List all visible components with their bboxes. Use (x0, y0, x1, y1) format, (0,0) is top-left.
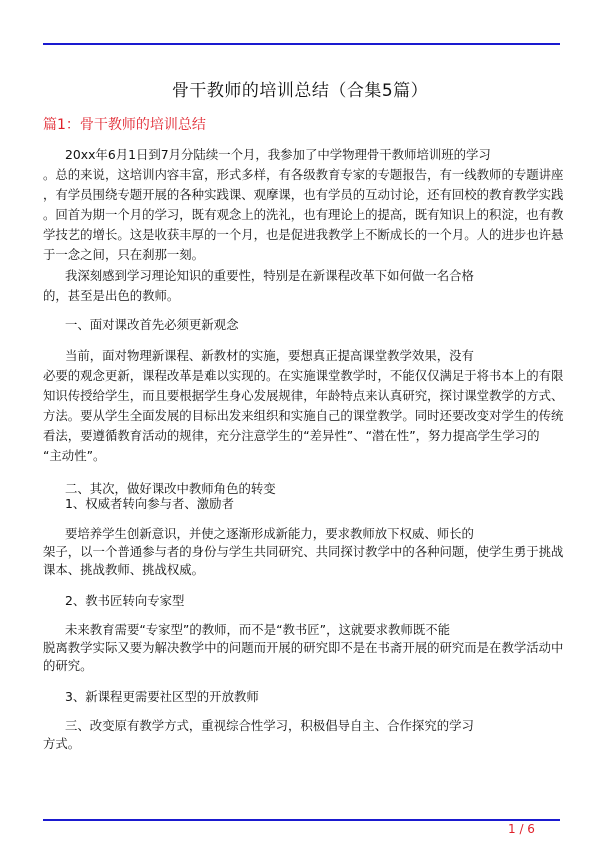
text-line: 看法，要遵循教育活动的规律，充分注意学生的“差异性”、“潜在性”，努力提高学生学习的 (43, 428, 540, 443)
text-line: 。回首为期一个月的学习，既有观念上的洗礼，也有理论上的提高，既有知识上的积淀，也有教 (43, 207, 564, 222)
paragraph (43, 266, 563, 306)
paragraph (43, 315, 563, 335)
paragraph (43, 591, 563, 611)
paragraph (43, 621, 563, 675)
paragraph (43, 494, 563, 514)
text-line: 学技艺的增长。这是收获丰厚的一个月，也是促进我教学上不断成长的一个月。人的进步也许悬 (43, 227, 564, 242)
text-line: 一、面对课改首先必须更新观念 (65, 317, 239, 332)
text-line: 方法。要从学生全面发展的目标出发来组织和实施自己的课堂教学。同时还要改变对学生的传统 (43, 408, 564, 423)
text-line: 当前，面对物理新课程、新教材的实施，要想真正提高课堂教学效果，没有 (65, 348, 474, 363)
text-line: 二、其次，做好课改中教师角色的转变 (65, 481, 276, 496)
paragraph (43, 525, 563, 579)
page-indicator: 1 / 6 (508, 822, 535, 836)
paragraph (43, 687, 563, 707)
text-line: 三、改变原有教学方式，重视综合性学习，积极倡导自主、合作探究的学习 (65, 718, 474, 733)
text-line: 于一念之间，只在刹那一刻。 (43, 247, 205, 262)
text-line: 架子，以一个普通参与者的身份与学生共同研究、共同探讨教学中的各种问题，使学生勇于挑战 (43, 544, 564, 559)
text-line: ，有学员围绕专题开展的各种实践课、观摩课，也有学员的互动讨论，还有回校的教育教学实践 (43, 187, 564, 202)
paragraph (43, 717, 563, 753)
text-line: 方式。 (43, 736, 81, 751)
text-line: 我深刻感到学习理论知识的重要性，特别是在新课程改革下如何做一名合格 (65, 268, 474, 283)
text-line: 脱离教学实际又要为解决教学中的问题而开展的研究即不是在书斋开展的研究而是在教学活动中 (43, 640, 564, 655)
header-rule (43, 43, 560, 45)
text-line: 未来教育需要“专家型”的教师，而不是“教书匠”，这就要求教师既不能 (65, 622, 451, 637)
text-line: 课本、挑战教师、挑战权威。 (43, 562, 205, 577)
paragraph (43, 346, 563, 466)
text-line: “主动性”。 (43, 448, 106, 463)
text-line: 。总的来说，这培训内容丰富，形式多样，有各级教育专家的专题报告，有一线教师的专题讲座 (43, 167, 564, 182)
text-line: 知识传授给学生，而且要根据学生身心发展规律，年龄特点来认真研究，探讨课堂教学的方式、 (43, 388, 564, 403)
text-line: 的研究。 (43, 658, 93, 673)
paragraph (43, 145, 563, 265)
document-title: 骨干教师的培训总结（合集5篇） (171, 81, 429, 101)
text-line: 必要的观念更新，课程改革是难以实现的。在实施课堂教学时，不能仅仅满足于将书本上的有限 (43, 368, 564, 383)
text-line: 20xx年6月1日到7月分陆续一个月，我参加了中学物理骨干教师培训班的学习 (65, 147, 491, 162)
text-line: 2、教书匠转向专家型 (65, 593, 185, 608)
text-line: 要培养学生创新意识，并使之逐渐形成新能力，要求教师放下权威、师长的 (65, 526, 474, 541)
text-line: 1、权威者转向参与者、激励者 (65, 496, 234, 511)
text-line: 的，甚至是出色的教师。 (43, 288, 180, 303)
text-line: 3、新课程更需要社区型的开放教师 (65, 689, 259, 704)
footer-rule (43, 819, 560, 821)
section-heading: 篇1：骨干教师的培训总结 (43, 117, 206, 133)
